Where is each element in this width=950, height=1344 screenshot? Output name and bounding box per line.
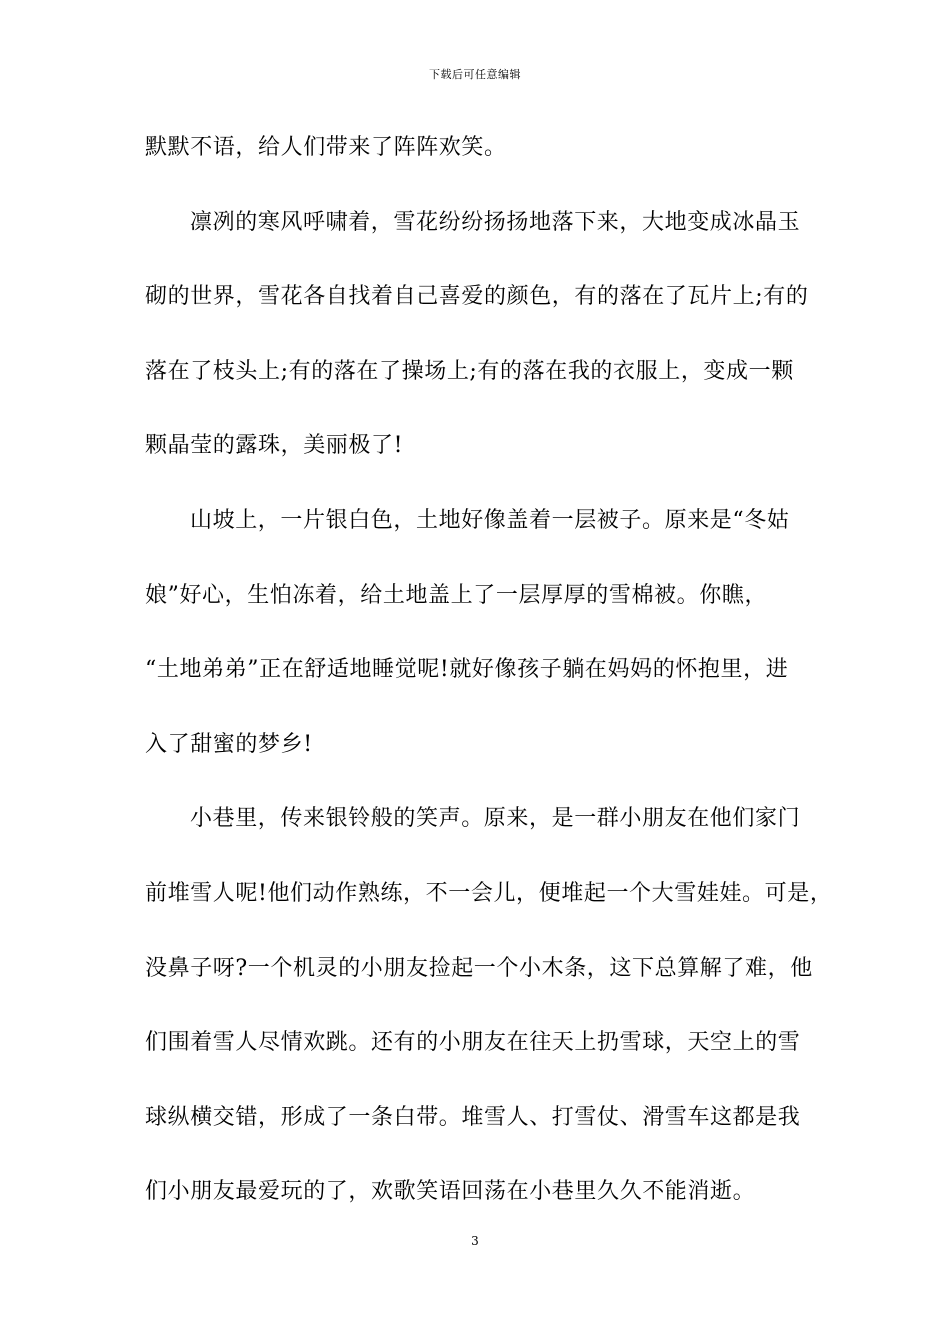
text-line: 颗晶莹的露珠，美丽极了! bbox=[145, 433, 404, 459]
text-line: 落在了枝头上;有的落在了操场上;有的落在我的衣服上，变成一颗 bbox=[145, 358, 794, 384]
paragraph-start-line: 凛冽的寒风呼啸着，雪花纷纷扬扬地落下来，大地变成冰晶玉 bbox=[190, 209, 801, 235]
text-line: 入了甜蜜的梦乡! bbox=[145, 731, 313, 757]
page-header: 下载后可任意编辑 bbox=[429, 68, 521, 81]
text-line: “土地弟弟”正在舒适地睡觉呢!就好像孩子躺在妈妈的怀抱里，进 bbox=[145, 657, 789, 683]
text-line: 们小朋友最爱玩的了，欢歌笑语回荡在小巷里久久不能消逝。 bbox=[145, 1179, 756, 1205]
paragraph-start-line: 山坡上，一片银白色，土地好像盖着一层被子。原来是“冬姑 bbox=[190, 507, 790, 533]
text-line: 前堆雪人呢!他们动作熟练，不一会儿，便堆起一个大雪娃娃。可是， bbox=[145, 880, 833, 906]
text-line: 娘”好心，生怕冻着，给土地盖上了一层厚厚的雪棉被。你瞧， bbox=[145, 582, 768, 608]
text-line: 砌的世界，雪花各自找着自己喜爱的颜色，有的落在了瓦片上;有的 bbox=[145, 284, 809, 310]
text-line: 们围着雪人尽情欢跳。还有的小朋友在往天上扔雪球，天空上的雪 bbox=[145, 1030, 801, 1056]
text-line: 球纵横交错，形成了一条白带。堆雪人、打雪仗、滑雪车这都是我 bbox=[145, 1104, 801, 1130]
text-line: 默默不语，给人们带来了阵阵欢笑。 bbox=[145, 135, 507, 160]
page-number: 3 bbox=[471, 1234, 479, 1248]
document-body bbox=[145, 128, 833, 1247]
text-line: 没鼻子呀?一个机灵的小朋友捡起一个小木条，这下总算解了难，他 bbox=[145, 955, 813, 981]
paragraph-start-line: 小巷里，传来银铃般的笑声。原来，是一群小朋友在他们家门 bbox=[190, 806, 801, 832]
